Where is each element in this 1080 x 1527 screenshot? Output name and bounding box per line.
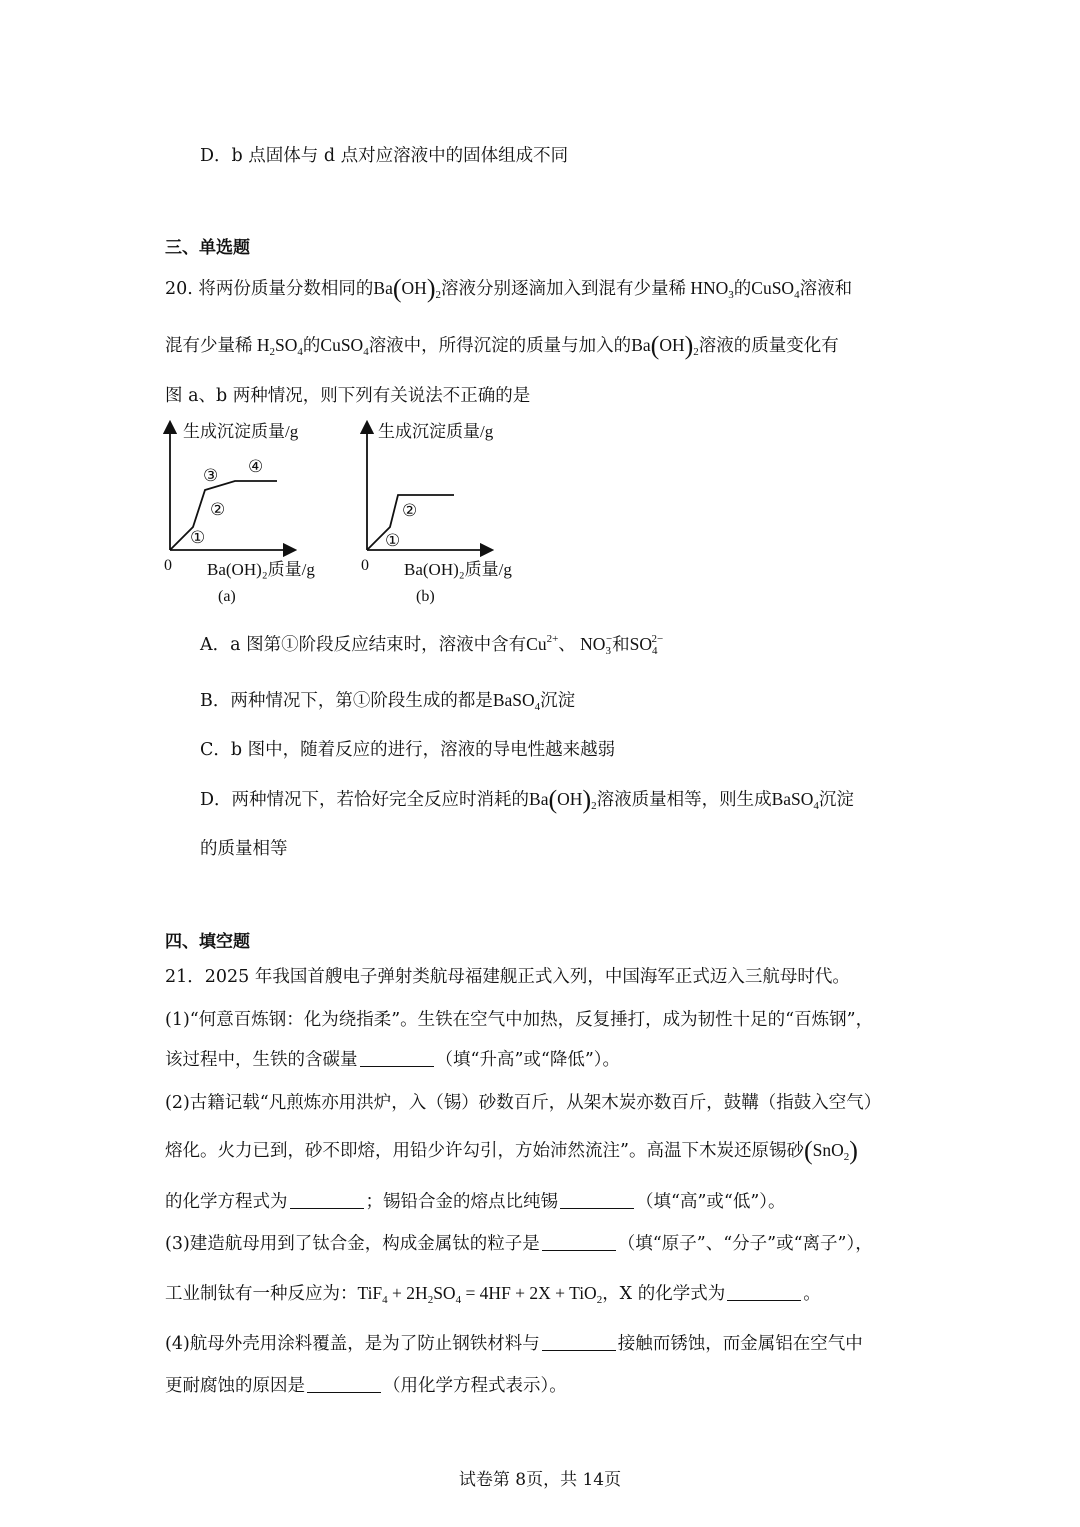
graph-a-stage-1: ①: [190, 528, 206, 547]
q19-option-d: D．b 点固体与 d 点对应溶液中的固体组成不同: [200, 146, 569, 166]
graph-b-panel: (b): [416, 588, 435, 605]
graph-b-stage-1: ①: [385, 531, 401, 550]
q20-option-a: A．a 图第①阶段反应结束时，溶液中含有$Cu^{2+}$、 $NO_3^-$和$SO_4^{2-}$: [200, 633, 664, 657]
graph-b-xlabel: Ba(OH)₂质量/g: [404, 560, 512, 579]
q21-part2-line2: 熔化。火力已到，砂不即熔，用铅少许勾引，方始沛然流注”。高温下木炭还原锡砂(SnO$_2$): [165, 1136, 858, 1165]
section3-title: 三、单选题: [165, 238, 250, 258]
q21-part4-line2: 更耐腐蚀的原因是 （用化学方程式表示）。: [165, 1376, 567, 1396]
graph-a: [155, 415, 355, 610]
graph-a-stage-3: ③: [203, 466, 219, 485]
q20-option-d-cont: 的质量相等: [200, 839, 288, 859]
graph-a-panel: (a): [218, 588, 236, 605]
q21-part3-line2: 工业制钛有一种反应为：$TiF_4 + 2H_2SO_4 = 4HF + 2X + TiO_2$，X 的化学式为 。: [165, 1283, 821, 1306]
graph-a-stage-4: ④: [248, 457, 264, 476]
q20-option-d: D．两种情况下，若恰好完全反应时消耗的$Ba(OH)_2$溶液质量相等，则生成BaSO$_4$沉淀: [200, 785, 854, 814]
graph-b-origin: 0: [361, 557, 369, 574]
q21-part1-line2: 该过程中，生铁的含碳量 （填“升高”或“降低”）。: [165, 1050, 621, 1070]
graph-a-stage-2: ②: [210, 500, 226, 519]
answer-blank-5[interactable]: [727, 1286, 801, 1301]
graph-a-ylabel: 生成沉淀质量/g: [183, 422, 299, 441]
q20-option-c: C．b 图中，随着反应的进行，溶液的导电性越来越弱: [200, 740, 616, 760]
q20-line1: 20. 将两份质量分数相同的$Ba(OH)_2$溶液分别逐滴加入到混有少量稀 $HNO_3$的CuSO$_4$溶液和: [165, 274, 853, 303]
graph-b: [352, 415, 552, 610]
q21-part4-line1: (4)航母外壳用涂料覆盖，是为了防止钢铁材料与 接触而锈蚀，而金属铝在空气中: [165, 1334, 863, 1354]
graph-b-ylabel: 生成沉淀质量/g: [378, 422, 494, 441]
q21-part1-line1: (1)“何意百炼钢：化为绕指柔”。生铁在空气中加热，反复捶打，成为韧性十足的“百炼钢”，: [165, 1010, 874, 1030]
q20-line3: 图 a、b 两种情况，则下列有关说法不正确的是: [165, 386, 531, 406]
answer-blank-6[interactable]: [542, 1336, 616, 1351]
answer-blank-7[interactable]: [307, 1378, 381, 1393]
graph-a-origin: 0: [164, 557, 172, 574]
q20-line2: 混有少量稀 $H_2SO_4$的CuSO$_4$溶液中，所得沉淀的质量与加入的$Ba(OH)_2$溶液的质量变化有: [165, 331, 839, 360]
graph-a-xlabel: Ba(OH)₂质量/g: [207, 560, 315, 579]
answer-blank-4[interactable]: [542, 1236, 616, 1251]
q21-intro: 21．2025 年我国首艘电子弹射类航母福建舰正式入列，中国海军正式迈入三航母时代。: [165, 967, 850, 987]
section4-title: 四、填空题: [165, 932, 250, 952]
q21-part3-line1: (3)建造航母用到了钛合金，构成金属钛的粒子是 （填“原子”、“分子”或“离子”），: [165, 1234, 873, 1254]
graph-b-stage-2: ②: [402, 501, 418, 520]
q21-part2-line1: (2)古籍记载“凡煎炼亦用洪炉，入（锡）砂数百斤，从架木炭亦数百斤，鼓鞲（指鼓入空气）: [165, 1093, 882, 1113]
q20-option-b: B．两种情况下，第①阶段生成的都是BaSO$_4$沉淀: [200, 690, 576, 713]
answer-blank-2[interactable]: [290, 1194, 364, 1209]
q21-part2-line3: 的化学方程式为 ；锡铅合金的熔点比纯锡 （填“高”或“低”）。: [165, 1192, 786, 1212]
page-footer: 试卷第 8页，共 14页: [458, 1470, 622, 1490]
answer-blank-1[interactable]: [360, 1052, 434, 1067]
answer-blank-3[interactable]: [560, 1194, 634, 1209]
